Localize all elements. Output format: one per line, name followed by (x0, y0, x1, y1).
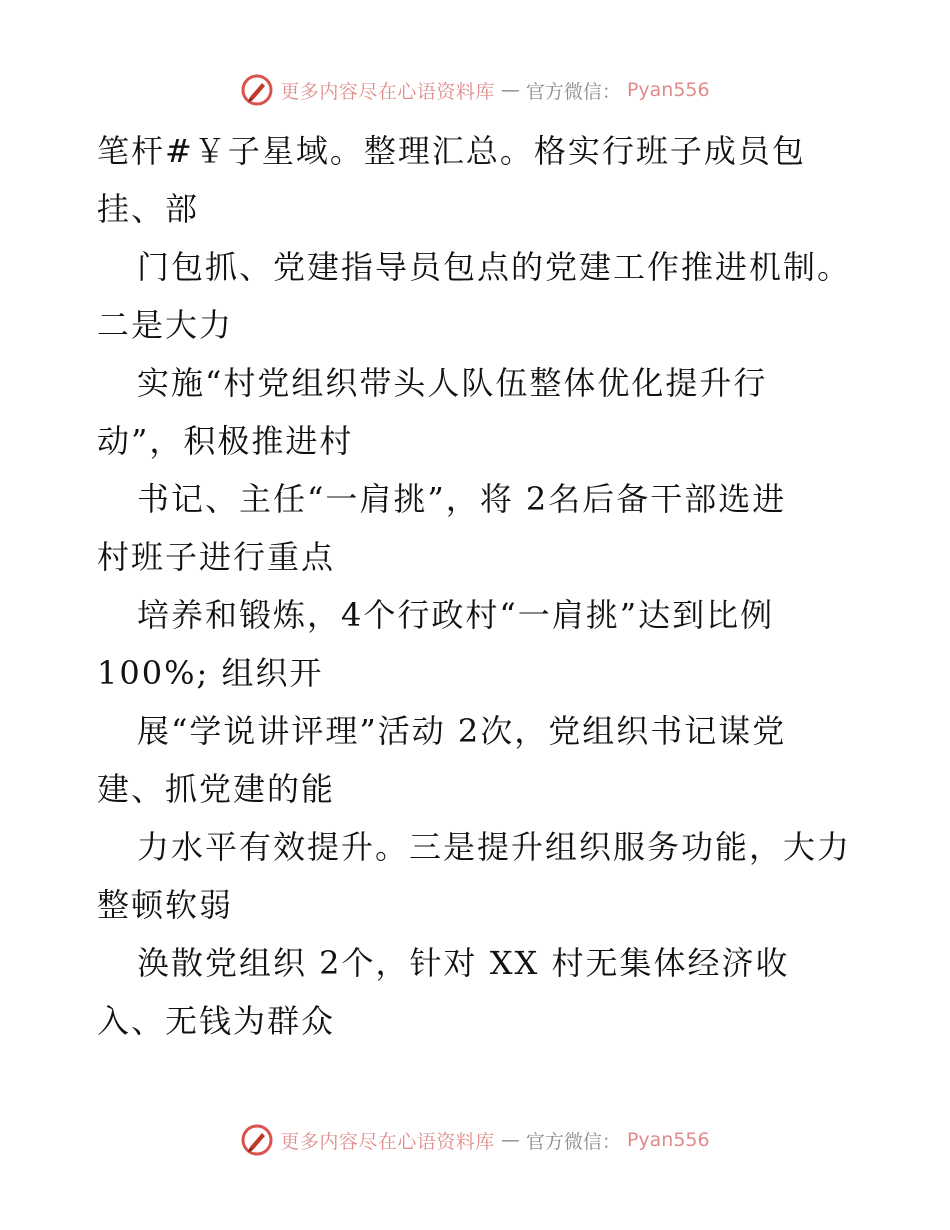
pen-logo-icon (240, 1123, 274, 1157)
text-line: 培养和锻炼，4个行政村“一肩挑”达到比例 (137, 596, 775, 634)
watermark-label: 官方微信： (525, 1130, 621, 1153)
text-line: 力水平有效提升。三是提升组织服务功能，大力 (137, 828, 852, 866)
text-line: 门包抓、党建指导员包点的党建工作推进机制。 (137, 248, 852, 286)
watermark-label: 官方微信： (525, 80, 621, 103)
pen-logo-icon (240, 73, 274, 107)
text-line: 展“学说讲评理”活动 2次，党组织书记谋党 (137, 712, 787, 750)
watermark-separator: — (500, 79, 520, 101)
text-line: 二是大力 (97, 306, 234, 344)
text-line: 笔杆#￥子星域。整理汇总。格实行班子成员包 (97, 132, 806, 170)
watermark-separator: — (500, 1129, 520, 1151)
watermark-wechat-id: Pyan556 (626, 79, 710, 101)
watermark-wechat-id: Pyan556 (626, 1129, 710, 1151)
text-line: 村班子进行重点 (97, 538, 336, 576)
document-body (97, 122, 897, 1050)
watermark-brand: 更多内容尽在心语资料库 (280, 1130, 495, 1153)
text-line: 整顿软弱 (97, 886, 234, 924)
text-line: 挂、部 (97, 190, 200, 228)
header-watermark (0, 70, 950, 110)
text-line: 入、无钱为群众 (97, 1002, 336, 1040)
text-line: 书记、主任“一肩挑”，将 2名后备干部选进 (137, 480, 787, 518)
text-line: 建、抓党建的能 (97, 770, 336, 808)
text-line: 动”，积极推进村 (97, 422, 354, 460)
text-line: 100%; 组织开 (97, 654, 324, 692)
watermark-brand: 更多内容尽在心语资料库 (280, 80, 495, 103)
text-line: 实施“村党组织带头人队伍整体优化提升行 (137, 364, 768, 402)
text-line: 涣散党组织 2个，针对 XX 村无集体经济收 (137, 944, 790, 982)
footer-watermark (0, 1120, 950, 1160)
